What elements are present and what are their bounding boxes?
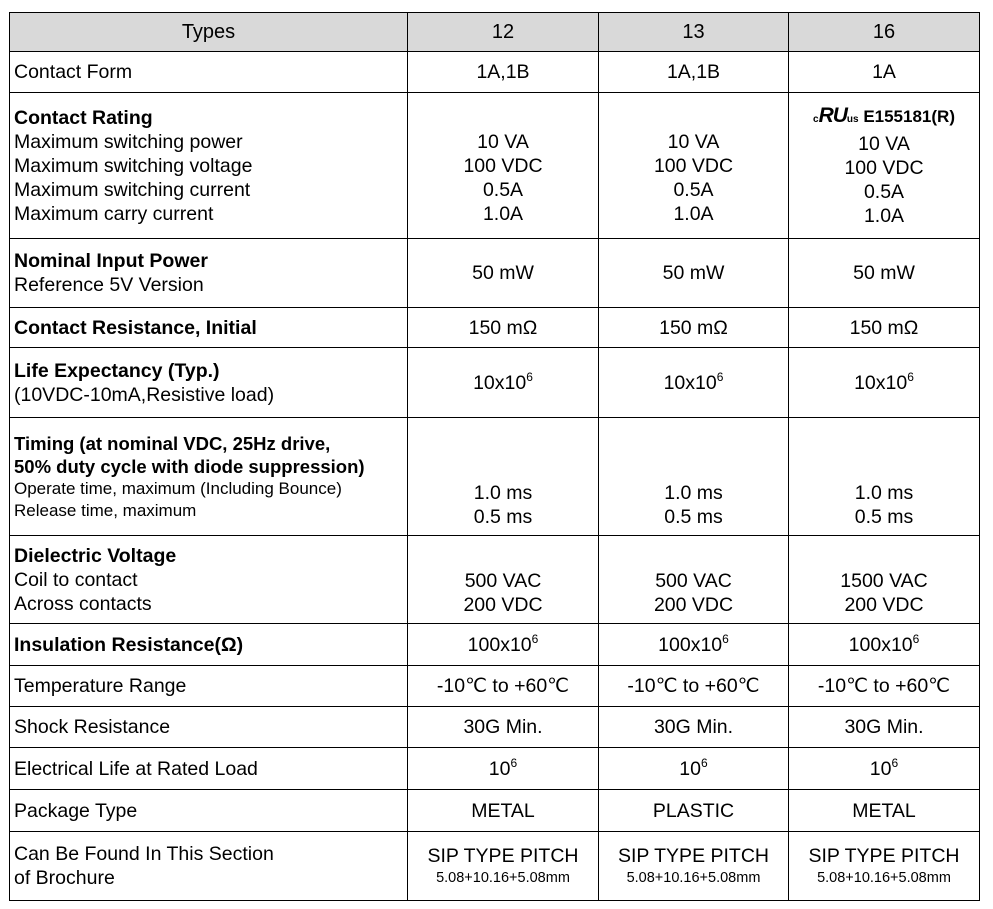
rating-power-12: 10 VA [477, 130, 529, 153]
value-shock-16: 30G Min. [789, 707, 980, 748]
value-timing-16: 1.0 ms 0.5 ms [789, 418, 980, 536]
timing-title-line1: Timing (at nominal VDC, 25Hz drive, [14, 432, 331, 454]
value-timing-12: 1.0 ms 0.5 ms [408, 418, 599, 536]
row-temperature-range [10, 666, 980, 707]
coil-to-contact-label: Coil to contact [14, 568, 138, 591]
brochure-label-line1: Can Be Found In This Section [14, 843, 274, 865]
value-temperature-12: -10℃ to +60℃ [408, 666, 599, 707]
value-electrical-life-13: $10^6$ [599, 748, 789, 790]
rating-current-13: 0.5A [673, 178, 714, 201]
ul-recognized-icon: cRUus [813, 103, 859, 127]
value-dielectric-12: 500 VAC 200 VDC [408, 536, 599, 624]
value-contact-form-13: 1A,1B [599, 52, 789, 93]
nominal-input-title: Nominal Input Power [14, 250, 208, 272]
max-switching-voltage-label: Maximum switching voltage [14, 154, 253, 177]
timing-title-line2: 50% duty cycle with diode suppression) [14, 455, 365, 477]
value-contact-rating-13 [599, 93, 789, 239]
rating-current-16: 0.5A [863, 180, 905, 203]
label-nominal-input-power [10, 239, 408, 308]
row-insulation-resistance [10, 624, 980, 666]
label-temperature-range: Temperature Range [10, 666, 408, 707]
life-expectancy-title: Life Expectancy (Typ.) [14, 359, 220, 382]
row-shock-resistance [10, 707, 980, 748]
rating-voltage-12: 100 VDC [463, 154, 543, 177]
value-nominal-input-13: 50 mW [599, 239, 789, 308]
value-contact-resistance-12: 150 mΩ [408, 308, 599, 348]
row-contact-form [10, 52, 980, 93]
value-contact-rating-12 [408, 93, 599, 239]
value-insulation-13: $100x10^6$ [599, 624, 789, 666]
label-contact-resistance: Contact Resistance, Initial [10, 308, 408, 348]
value-brochure-16: SIP TYPE PITCH 5.08+10.16+5.08mm [789, 832, 980, 901]
label-life-expectancy [10, 348, 408, 418]
row-timing [10, 418, 980, 536]
row-life-expectancy [10, 348, 980, 418]
value-nominal-input-16: 50 mW [789, 239, 980, 308]
label-contact-rating [10, 93, 408, 239]
value-contact-resistance-16: 150 mΩ [789, 308, 980, 348]
header-type-13: 13 [599, 13, 789, 52]
value-shock-13: 30G Min. [599, 707, 789, 748]
label-brochure-section [10, 832, 408, 901]
value-temperature-16: -10℃ to +60℃ [789, 666, 980, 707]
label-contact-form: Contact Form [10, 52, 408, 93]
value-life-expectancy-12: $10x10^6$ [408, 348, 599, 418]
rating-power-16: 10 VA [858, 132, 910, 155]
row-package-type [10, 790, 980, 832]
row-nominal-input-power [10, 239, 980, 308]
ul-certification [789, 104, 979, 132]
row-brochure-section [10, 832, 980, 901]
nominal-input-sub: Reference 5V Version [14, 274, 204, 296]
label-dielectric-voltage [10, 536, 408, 624]
rating-carry-12: 1.0A [482, 202, 524, 225]
value-contact-form-16: 1A [789, 52, 980, 93]
label-shock-resistance: Shock Resistance [10, 707, 408, 748]
dielectric-title: Dielectric Voltage [14, 544, 177, 567]
row-dielectric-voltage [10, 536, 980, 624]
value-dielectric-16: 1500 VAC 200 VDC [789, 536, 980, 624]
value-contact-resistance-13: 150 mΩ [599, 308, 789, 348]
value-nominal-input-12: 50 mW [408, 239, 599, 308]
across-contacts-label: Across contacts [14, 592, 152, 615]
value-package-13: PLASTIC [599, 790, 789, 832]
value-electrical-life-16: $10^6$ [789, 748, 980, 790]
header-row [10, 13, 980, 52]
value-package-12: METAL [408, 790, 599, 832]
header-type-12: 12 [408, 13, 599, 52]
value-shock-12: 30G Min. [408, 707, 599, 748]
value-temperature-13: -10℃ to +60℃ [599, 666, 789, 707]
value-dielectric-13: 500 VAC 200 VDC [599, 536, 789, 624]
label-timing [10, 418, 408, 536]
header-type-16: 16 [789, 13, 980, 52]
value-insulation-12: $100x10^6$ [408, 624, 599, 666]
release-time-label: Release time, maximum [14, 500, 197, 520]
value-electrical-life-12: $10^6$ [408, 748, 599, 790]
ul-file-number: E155181(R) [863, 106, 955, 126]
operate-time-label: Operate time, maximum (Including Bounce) [14, 478, 342, 498]
max-switching-power-label: Maximum switching power [14, 130, 243, 153]
value-brochure-13: SIP TYPE PITCH 5.08+10.16+5.08mm [599, 832, 789, 901]
value-contact-form-12: 1A,1B [408, 52, 599, 93]
rating-current-12: 0.5A [482, 178, 524, 201]
label-insulation-resistance: Insulation Resistance(Ω) [10, 624, 408, 666]
rating-voltage-16: 100 VDC [844, 156, 924, 179]
label-electrical-life: Electrical Life at Rated Load [10, 748, 408, 790]
max-carry-current-label: Maximum carry current [14, 202, 214, 225]
value-insulation-16: $100x10^6$ [789, 624, 980, 666]
label-package-type: Package Type [10, 790, 408, 832]
value-contact-rating-16 [789, 93, 980, 239]
value-timing-13: 1.0 ms 0.5 ms [599, 418, 789, 536]
row-electrical-life [10, 748, 980, 790]
rating-power-13: 10 VA [667, 130, 720, 153]
header-types: Types [10, 13, 408, 52]
rating-carry-13: 1.0A [673, 202, 714, 225]
value-brochure-12: SIP TYPE PITCH 5.08+10.16+5.08mm [408, 832, 599, 901]
value-life-expectancy-13: $10x10^6$ [599, 348, 789, 418]
brochure-label-line2: of Brochure [14, 867, 115, 889]
life-expectancy-sub: (10VDC-10mA,Resistive load) [14, 383, 275, 406]
row-contact-rating [10, 93, 980, 239]
value-package-16: METAL [789, 790, 980, 832]
value-life-expectancy-16: $10x10^6$ [789, 348, 980, 418]
rating-carry-16: 1.0A [863, 204, 905, 227]
max-switching-current-label: Maximum switching current [14, 178, 251, 201]
rating-voltage-13: 100 VDC [653, 154, 734, 177]
contact-rating-title: Contact Rating [14, 106, 153, 129]
row-contact-resistance [10, 308, 980, 348]
relay-spec-table [9, 12, 980, 901]
